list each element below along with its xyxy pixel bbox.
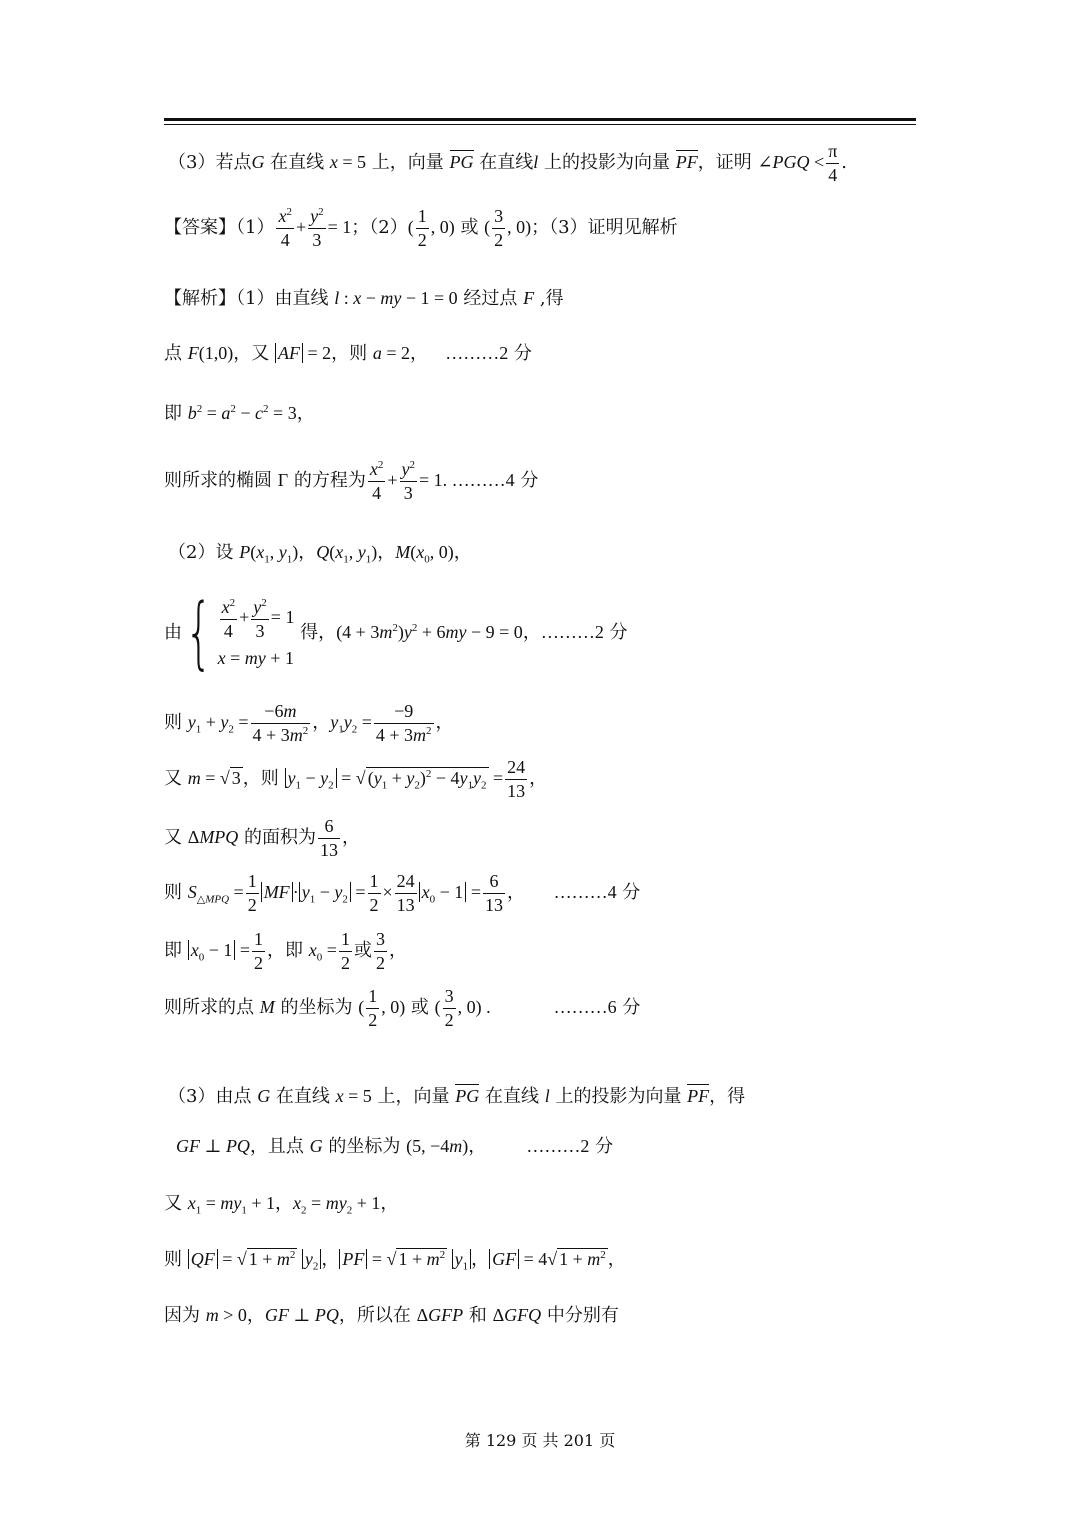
step-l10: 即 $x_0 - 1$ = $\frac{1}{2}$ ，即 $x_0$ = $\frac{1}{2}$ 或 $\frac{3}{2}$ ， xyxy=(164,929,407,973)
step-l7: 又 m = √ 3 ，则 $y_1 - y_2$ = √ $(y_1 + y_2)^2 - 4y_1y_2$ = $\frac{24}{13}$ ， xyxy=(164,757,548,801)
step-l1: 点 F(1,0)，又 AF = 2，则 a = 2， ………2 分 xyxy=(164,343,532,364)
question-3: （3）若点G 在直线 x = 5 上，向量 PG 在直线l 上的投影为向量 PF，证明 ∠PGQ < $\frac{\pi}{4}$ . xyxy=(168,141,848,185)
step-l16: 因为 m > 0，GF ⊥ PQ，所以在 ΔGFP 和 ΔGFQ 中分别有 xyxy=(164,1305,619,1326)
step-l2: 即 $b^2 = a^2 - c^2 = 3$， xyxy=(164,403,315,424)
answer-line: 【答案】（1） $\frac{x^2}{4}$ + $\frac{y^2}{3}$ = 1；（2）( $\frac{1}{2}$ , 0) 或 ( $\frac{3}{2}$ , 0)；（3）证明见解析 xyxy=(164,206,678,250)
step-l9: 则 $S_{\triangle MPQ}$ = $\frac{1}{2}$ MF · $y_1 - y_2$ = $\frac{1}{2}$ × $\frac{24}{13}$ $x_0 - 1$ = $\frac{6}{13}$ ， ………4 分 xyxy=(164,871,641,915)
analysis-line: 【解析】（1）由直线 l : x − my − 1 = 0 经过点 F ,得 xyxy=(164,288,564,309)
step-l3: 则所求的椭圆 Γ 的方程为 $\frac{x^2}{4}$ + $\frac{y^2}{3}$ = 1. ………4 分 xyxy=(164,459,539,503)
step-l6: 则 $y_1 + y_2$ = $\frac{-6m}{4 + 3m^2}$ ，$y_1y_2$ = $\frac{-9}{4 + 3m^2}$ ， xyxy=(164,701,454,745)
header-rule-thick xyxy=(164,118,916,121)
step-l11: 则所求的点 M 的坐标为 ( $\frac{1}{2}$ , 0) 或 ( $\frac{3}{2}$ , 0) . ………6 分 xyxy=(164,986,641,1030)
step-l4: （2）设 $P(x_1$, $y_1$)，$Q(x_1$, $y_1$)，$M(x_0$, 0)， xyxy=(168,542,472,566)
header-rule-thin xyxy=(164,124,916,125)
step-l8: 又 ΔMPQ 的面积为 $\frac{6}{13}$ ， xyxy=(164,816,361,860)
step-l5: 由 { $\frac{x^2}{4}$ + $\frac{y^2}{3}$ = 1 x = my + 1 得，$(4 + 3m^2)y^2 + 6my - 9 = 0$，………2 分 xyxy=(164,588,628,678)
step-l14: 又 $x_1 = my_1 + 1$，$x_2 = my_2 + 1$， xyxy=(164,1193,399,1217)
page-footer: 第 129 页 共 201 页 xyxy=(464,1431,616,1450)
step-l13: GF ⊥ PQ，且点 G 的坐标为 (5, −4m)， ………2 分 xyxy=(176,1136,614,1157)
step-l12: （3）由点 G 在直线 x = 5 上，向量 PG 在直线 l 上的投影为向量 PF，得 xyxy=(168,1086,746,1107)
step-l15: 则 QF = √ $1 + m^2$ $y_2$ ， PF = √ $1 + m^2$ $y_1$ ， GF = 4√ $1 + m^2$ ， xyxy=(164,1249,626,1273)
